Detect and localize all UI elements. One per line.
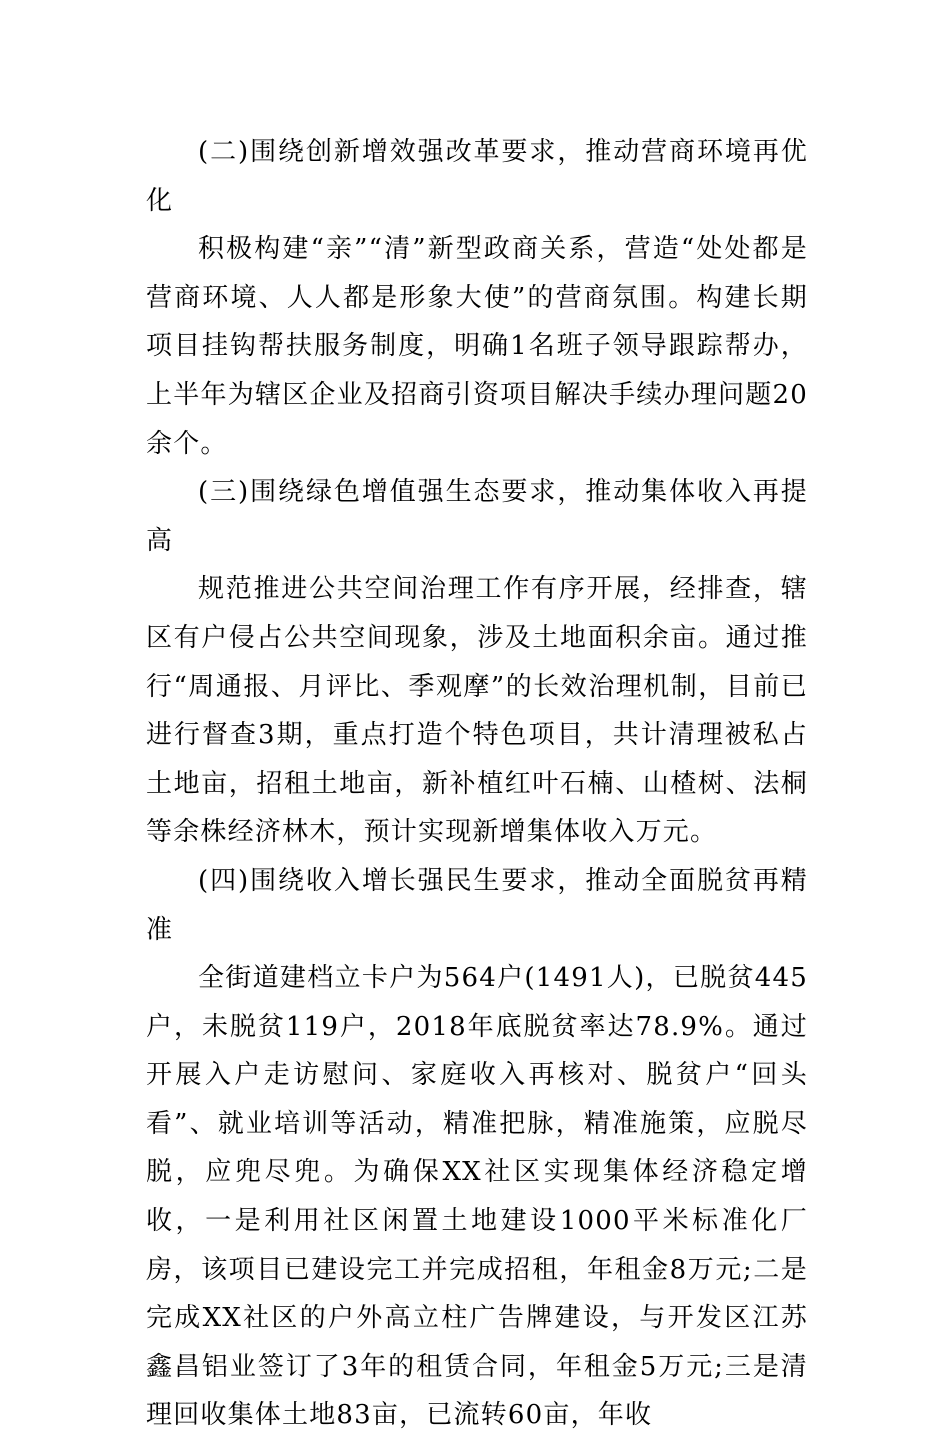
section-paragraph-3: 规范推进公共空间治理工作有序开展，经排查，辖区有户侵占公共空间现象，涉及土地面积余亩。通过推行“周通报、月评比、季观摩”的长效治理机制，目前已进行督查3期，重点打造个特色项目，共计清理被私占土地亩，招租土地亩，新补植红叶石楠、山楂树、法桐等余株经济林木，预计实现新增集体收入万元。 bbox=[146, 574, 808, 848]
document-body bbox=[146, 128, 808, 1440]
section-heading-4: (四)围绕收入增长强民生要求，推动全面脱贫再精准 bbox=[146, 865, 808, 945]
section-heading-2: (二)围绕创新增效强改革要求，推动营商环境再优化 bbox=[146, 137, 808, 216]
section-heading-3: (三)围绕绿色增值强生态要求，推动集体收入再提高 bbox=[146, 477, 808, 556]
section-paragraph-2: 积极构建“亲”“清”新型政商关系，营造“处处都是营商环境、人人都是形象大使”的营商氛围。构建长期项目挂钩帮扶服务制度，明确1名班子领导跟踪帮办，上半年为辖区企业及招商引资项目解决手续办理问题20余个。 bbox=[146, 234, 808, 459]
section-paragraph-4: 全街道建档立卡户为564户(1491人)，已脱贫445户，未脱贫119户，2018年底脱贫率达78.9%。通过开展入户走访慰问、家庭收入再核对、脱贫户“回头看”、就业培训等活动，精准把脉，精准施策，应脱尽脱，应兜尽兜。为确保XX社区实现集体经济稳定增收，一是利用社区闲置土地建设1000平米标准化厂房，该项目已建设完工并完成招租，年租金8万元;二是完成XX社区的户外高立柱广告牌建设，与开发区江苏鑫昌铝业签订了3年的租赁合同，年租金5万元;三是清理回收集体土地83亩，已流转60亩，年收 bbox=[146, 963, 808, 1431]
